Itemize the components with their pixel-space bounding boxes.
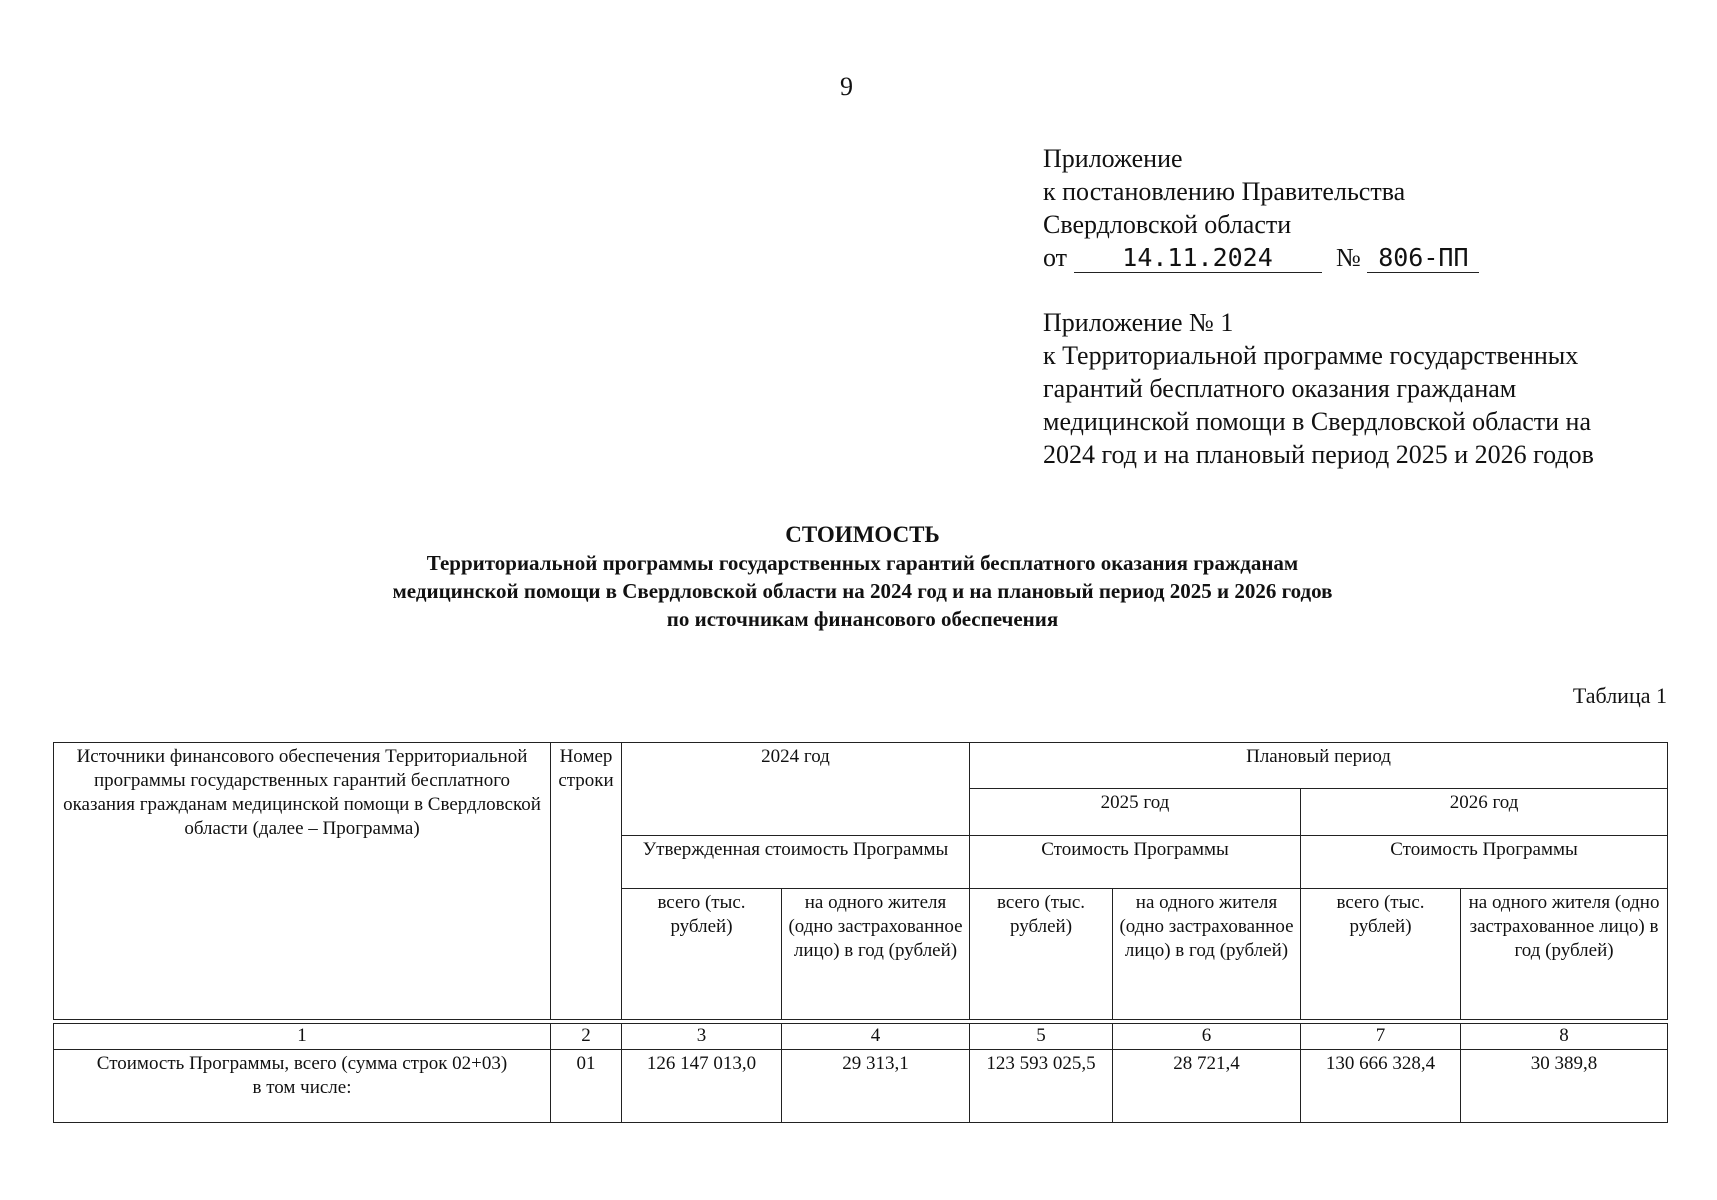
column-number: 7 bbox=[1301, 1024, 1461, 1050]
annex-line-4: медицинской помощи в Свердловской области на bbox=[1043, 407, 1592, 436]
header-approved-cost: Утвержденная стоимость Программы bbox=[622, 836, 970, 889]
column-number: 4 bbox=[782, 1024, 970, 1050]
header-planned-period: Плановый период bbox=[970, 743, 1668, 789]
header-per-capita-2024: на одного жителя (одно застрахованное лицо) в год (рублей) bbox=[782, 889, 970, 1020]
table-row bbox=[54, 1050, 1668, 1123]
total-2026: 130 666 328,4 bbox=[1301, 1050, 1461, 1123]
header-program-cost-2025: Стоимость Программы bbox=[970, 836, 1301, 889]
column-number: 3 bbox=[622, 1024, 782, 1050]
row-number: 01 bbox=[551, 1050, 622, 1123]
decree-date: 14.11.2024 bbox=[1074, 244, 1322, 273]
column-number-row bbox=[54, 1024, 1668, 1050]
title-line-1: Территориальной программы государственных гарантий бесплатного оказания гражданам bbox=[426, 551, 1299, 575]
header-source: Источники финансового обеспечения Территориальной программы государственных гарантий бесплатного оказания гражданам медицинской помощи в Свердловской области (далее – Программа) bbox=[54, 743, 551, 1020]
annex-block bbox=[1043, 306, 1683, 471]
header-year-2026: 2026 год bbox=[1301, 789, 1668, 836]
per-capita-2024: 29 313,1 bbox=[782, 1050, 970, 1123]
row-label-sub: в том числе: bbox=[252, 1077, 352, 1098]
annex-line-3: гарантий бесплатного оказания гражданам bbox=[1043, 374, 1517, 403]
decree-number: 806-ПП bbox=[1367, 244, 1479, 273]
page-number: 9 bbox=[840, 72, 853, 101]
column-number: 8 bbox=[1461, 1024, 1668, 1050]
table-label: Таблица 1 bbox=[1572, 683, 1667, 708]
row-label-main: Стоимость Программы, всего (сумма строк 02+03) bbox=[96, 1053, 508, 1074]
approval-line-1: Приложение bbox=[1043, 144, 1183, 173]
date-prefix: от bbox=[1043, 243, 1068, 272]
header-per-capita-2026: на одного жителя (одно застрахованное лицо) в год (рублей) bbox=[1461, 889, 1668, 1020]
title-line-3: по источникам финансового обеспечения bbox=[666, 607, 1059, 631]
header-per-capita-2025: на одного жителя (одно застрахованное лицо) в год (рублей) bbox=[1113, 889, 1301, 1020]
document-title bbox=[160, 521, 1565, 633]
column-number: 2 bbox=[551, 1024, 622, 1050]
annex-line-2: к Территориальной программе государственных bbox=[1043, 341, 1579, 370]
approval-line-2: к постановлению Правительства bbox=[1043, 177, 1406, 206]
total-2025: 123 593 025,5 bbox=[970, 1050, 1113, 1123]
table-body bbox=[53, 1023, 1668, 1123]
table-header bbox=[53, 742, 1668, 1020]
annex-line-5: 2024 год и на плановый период 2025 и 2026 годов bbox=[1043, 440, 1594, 469]
per-capita-2025: 28 721,4 bbox=[1113, 1050, 1301, 1123]
header-total-2026: всего (тыс. рублей) bbox=[1301, 889, 1461, 1020]
header-row-number: Номер строки bbox=[551, 743, 622, 1020]
approval-line-3: Свердловской области bbox=[1043, 210, 1292, 239]
annex-line-1: Приложение № 1 bbox=[1043, 308, 1234, 337]
header-year-2024: 2024 год bbox=[622, 743, 970, 836]
column-number: 1 bbox=[54, 1024, 551, 1050]
header-program-cost-2026: Стоимость Программы bbox=[1301, 836, 1668, 889]
column-number: 6 bbox=[1113, 1024, 1301, 1050]
row-label bbox=[54, 1050, 551, 1123]
number-prefix: № bbox=[1336, 243, 1361, 272]
title-line-2: медицинской помощи в Свердловской области на 2024 год и на плановый период 2025 и 2026 годов bbox=[392, 579, 1333, 603]
header-year-2025: 2025 год bbox=[970, 789, 1301, 836]
approval-block bbox=[1043, 142, 1683, 274]
column-number: 5 bbox=[970, 1024, 1113, 1050]
per-capita-2026: 30 389,8 bbox=[1461, 1050, 1668, 1123]
title-heading: СТОИМОСТЬ bbox=[785, 522, 940, 547]
header-total-2024: всего (тыс. рублей) bbox=[622, 889, 782, 1020]
header-total-2025: всего (тыс. рублей) bbox=[970, 889, 1113, 1020]
approval-date-line bbox=[1043, 241, 1683, 274]
total-2024: 126 147 013,0 bbox=[622, 1050, 782, 1123]
